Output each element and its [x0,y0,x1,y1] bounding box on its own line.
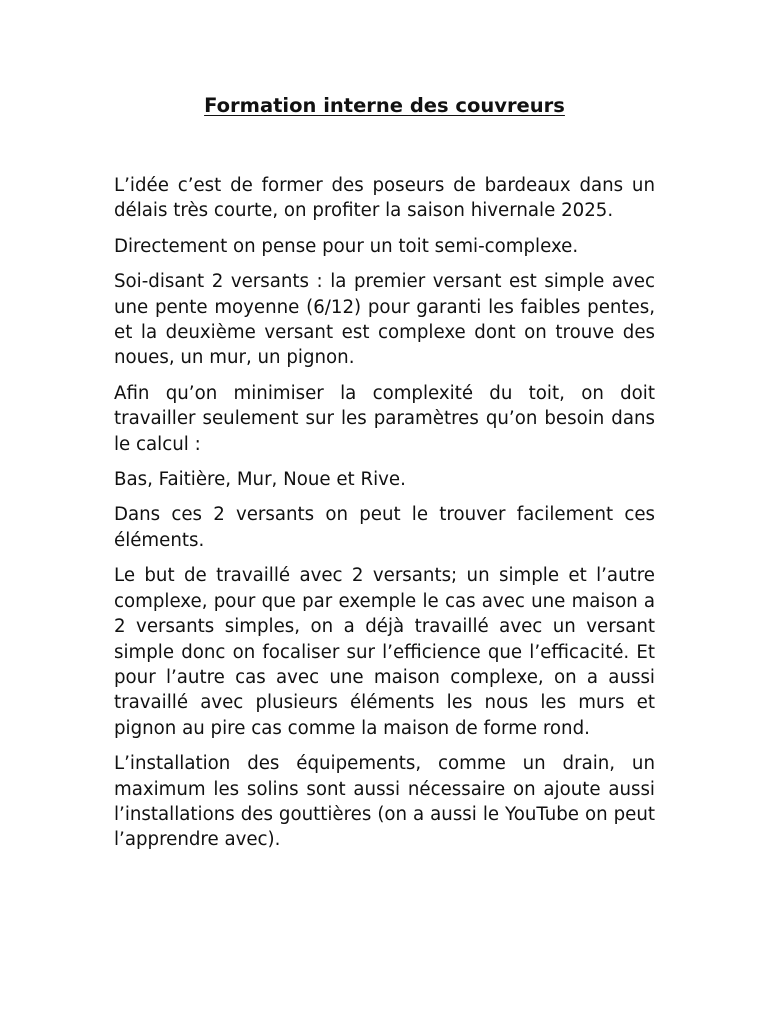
paragraph-elements: Dans ces 2 versants on peut le trouver facilement ces éléments. [114,504,655,551]
paragraph-equipment: L’installation des équipements, comme un drain, un maximum les solins sont aussi nécessaire on ajoute aussi l’installations des gouttières (on a aussi le YouTube on peut l’apprendre avec). [114,753,655,851]
paragraph-roof-type: Directement on pense pour un toit semi-complexe. [114,235,579,257]
paragraph-two-slopes: Soi-disant 2 versants : la premier versant est simple avec une pente moyenne (6/12) pour garanti les faibles pentes, et la deuxième versant est complexe dont on trouve des noues, un mur, un pignon. [114,271,655,369]
paragraph-goal: Le but de travaillé avec 2 versants; un simple et l’autre complexe, pour que par exemple le cas avec une maison a 2 versants simples, on a déjà travaillé avec un versant simple donc on focaliser sur l’efficience que l’efficacité. Et pour l’autre cas avec une maison complexe, on a aussi travaillé avec plusieurs éléments les nous les murs et pignon au pire cas comme la maison de forme rond. [114,565,655,739]
paragraph-intro: L’idée c’est de former des poseurs de bardeaux dans un délais très courte, on profiter la saison hivernale 2025. [114,175,655,222]
document-body [114,173,655,863]
document-title: Formation interne des couvreurs [204,94,565,117]
paragraph-parameters: Bas, Faitière, Mur, Noue et Rive. [114,469,406,491]
paragraph-minimize-complexity: Afin qu’on minimiser la complexité du toit, on doit travailler seulement sur les paramètres qu’on besoin dans le calcul : [114,382,655,455]
